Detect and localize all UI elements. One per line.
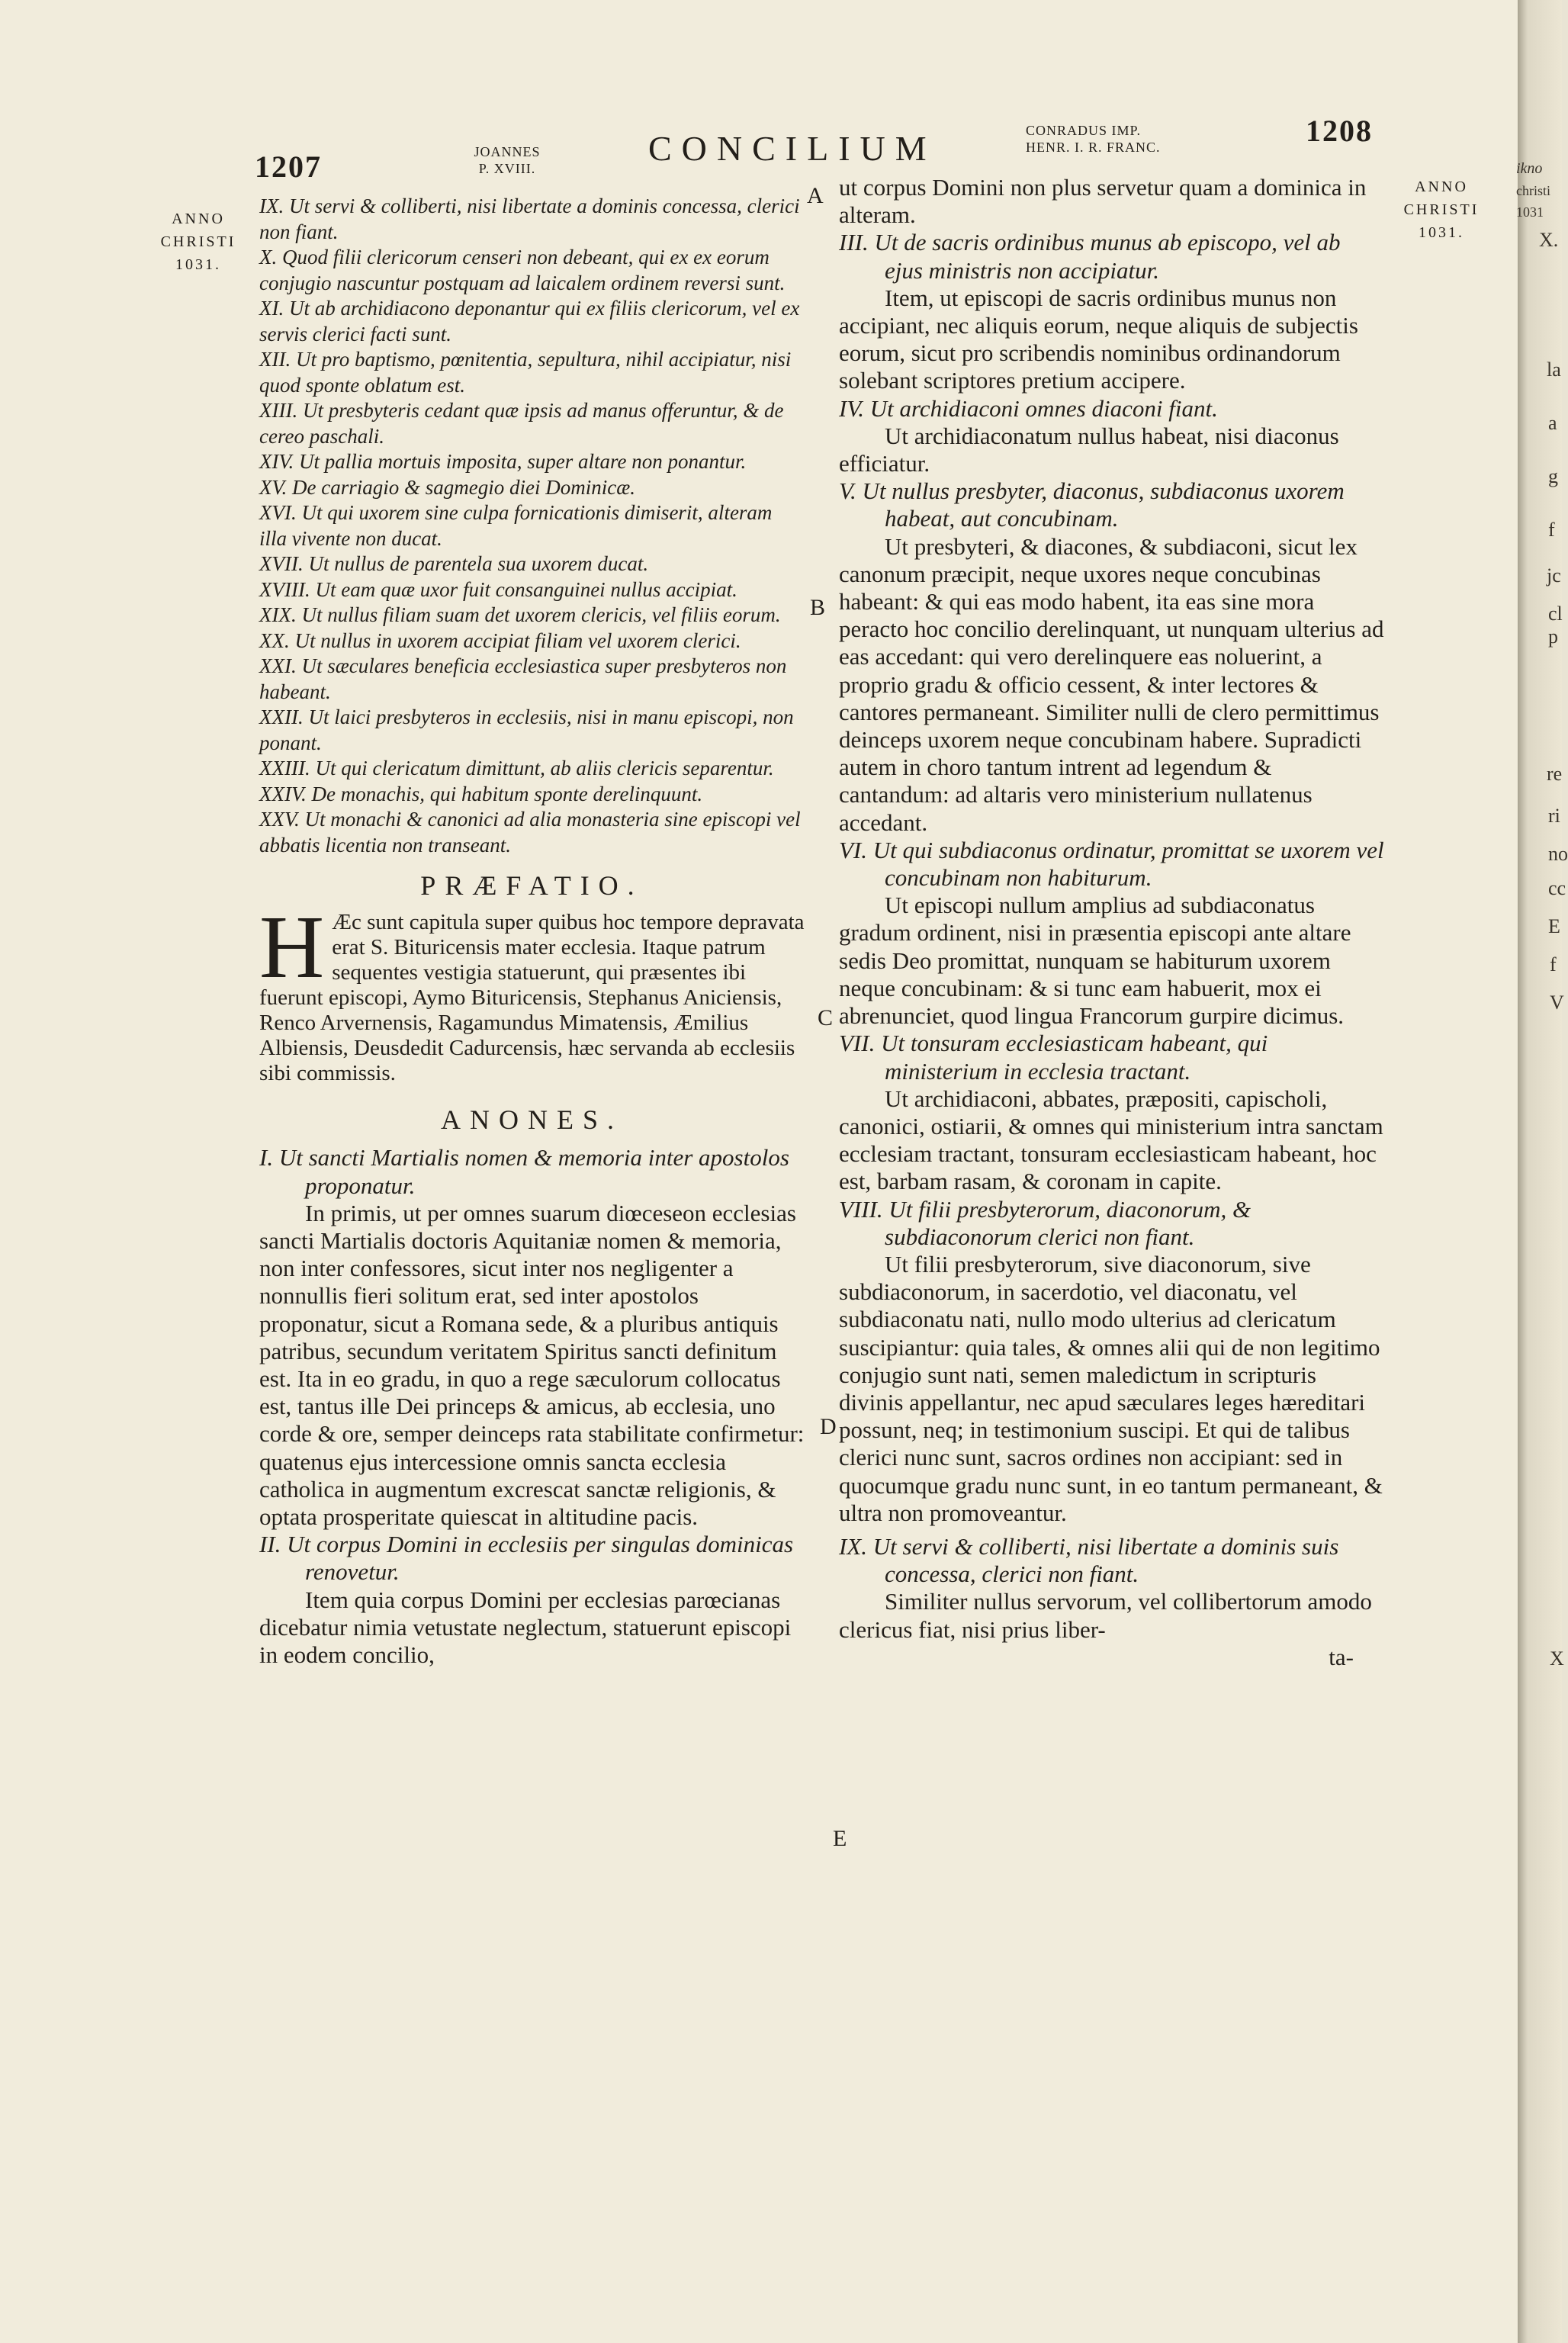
- canon-rubric: III. Ut de sacris ordinibus munus ab episcopo, vel ab ejus ministris non accipiatur.: [839, 229, 1341, 284]
- edge-fragment: cl: [1548, 603, 1563, 625]
- left-page-number: 1207: [255, 149, 322, 184]
- running-head-line: P. XVIII.: [478, 161, 536, 176]
- canon-rubric: IX. Ut servi & colliberti, nisi libertate a dominis suis concessa, clerici non fiant.: [839, 1532, 1339, 1588]
- capitulum: XIV. Ut pallia mortuis imposita, super altare non ponantur.: [259, 450, 747, 473]
- left-margin-year: [153, 207, 244, 276]
- canon-rubric: VI. Ut qui subdiaconus ordinatur, promittat se uxorem vel concubinam non habiturum.: [839, 836, 1384, 892]
- margin-line: CHRISTI: [160, 233, 236, 250]
- section-marker-d: D: [820, 1414, 837, 1439]
- canon-text: Item quia corpus Domini per ecclesias parœcianas dicebatur nimia vetustate neglectum, statuerunt episcopi in eodem concilio,: [259, 1586, 792, 1669]
- canon-text: Item, ut episcopi de sacris ordinibus munus non accipiant, nec aliquis eorum, neque aliquis de subjectis eorum, sicut pro scribendis nominibus ordinandorum solebant scriptores pretium accipere.: [839, 284, 1358, 394]
- right-page-number: 1208: [1306, 114, 1373, 148]
- praefatio-text: Æc sunt capitula super quibus hoc tempore depravata erat S. Bituricensis mater ecclesia. Itaque patrum sequentes vestigia statuerunt, qui præsentes ibi fuerunt episcopi, Aymo Bituricensis, Stephanus Aniciensis, Renco Arvernensis, Ragamundus Mimatensis, Æmilius Albiensis, Deusdedit Cadurcensis, hæc servanda ab ecclesiis sibi commissis.: [259, 910, 805, 1086]
- right-running-head: [1026, 122, 1232, 156]
- canon-rubric: VII. Ut tonsuram ecclesiasticam habeant, qui ministerium in ecclesia tractant.: [839, 1030, 1268, 1085]
- edge-fragment: ri: [1548, 805, 1560, 827]
- running-head-line: CONRADUS IMP.: [1026, 123, 1142, 138]
- next-page-edge: [1518, 0, 1562, 2343]
- margin-line: ANNO: [1415, 178, 1468, 195]
- canon-rubric: IV. Ut archidiaconi omnes diaconi fiant.: [839, 394, 1218, 422]
- margin-line: 1031.: [1419, 224, 1464, 241]
- capitulum: XVII. Ut nullus de parentela sua uxorem ducat.: [259, 552, 649, 575]
- edge-fragment: X: [1550, 1647, 1564, 1670]
- canon-text: ut corpus Domini non plus servetur quam a dominica in alteram.: [839, 174, 1367, 229]
- canones-heading: ANONES.: [440, 1104, 623, 1136]
- edge-fragment: g: [1548, 465, 1558, 487]
- capitulum: XI. Ut ab archidiacono deponantur qui ex filiis clericorum, vel ex servis clerici facti sunt.: [259, 297, 800, 346]
- canon-rubric: II. Ut corpus Domini in ecclesiis per singulas dominicas renovetur.: [259, 1531, 794, 1586]
- section-marker-c: C: [818, 1005, 834, 1030]
- left-running-head: [454, 143, 561, 177]
- page-title: CONCILIUM: [648, 129, 937, 168]
- edge-fragment: X.: [1539, 229, 1559, 251]
- edge-fragment: a: [1548, 412, 1557, 434]
- drop-cap: H: [259, 897, 325, 998]
- margin-line: ANNO: [172, 211, 225, 227]
- right-column: [839, 174, 1384, 1671]
- edge-fragment: re: [1547, 763, 1563, 785]
- capitulum: XII. Ut pro baptismo, pœnitentia, sepultura, nihil accipiatur, nisi quod sponte oblatum est.: [259, 348, 792, 397]
- canon-rubric: I. Ut sancti Martialis nomen & memoria inter apostolos proponatur.: [259, 1144, 789, 1199]
- section-marker-b: B: [810, 595, 826, 620]
- margin-line: CHRISTI: [1403, 201, 1480, 218]
- running-head-line: JOANNES: [474, 144, 541, 159]
- capitulum: XIX. Ut nullus filiam suam det uxorem clericis, vel filiis eorum.: [259, 603, 781, 626]
- capitulum: XIII. Ut presbyteris cedant quæ ipsis ad manus offeruntur, & de cereo paschali.: [259, 399, 784, 448]
- edge-fragment: la: [1547, 358, 1561, 381]
- section-marker-e: E: [833, 1826, 847, 1851]
- edge-fragment: cc: [1548, 877, 1566, 899]
- edge-fragment: f: [1548, 519, 1555, 541]
- canon-rubric: VIII. Ut filii presbyterorum, diaconorum, & subdiaconorum clerici non fiant.: [839, 1195, 1252, 1250]
- canon-text: Ut episcopi nullum amplius ad subdiaconatus gradum ordinent, nisi in præsentia episcopi ante altare sedis Deo promittat, nunquam se habiturum uxorem neque concubinam: & si tunc eam habuerit, mox ei abrenunciet, quod lingua Francorum gurpire dicimus.: [839, 892, 1351, 1030]
- edge-fragment: E: [1548, 915, 1560, 937]
- canon-text: In primis, ut per omnes suarum diœceseon ecclesias sancti Martialis doctoris Aquitaniæ nomen & memoria, non inter confessores, sicut inter nos negligenter a nonnullis fieri solitum erat, sed inter apostolos proponatur, sicut a Romana sede, & a pluribus antiquis patribus, secundum veritatem Spiritus sancti definitum est. Ita in eo gradu, in quo a rege sæculorum collocatus est, tantus ille Dei princeps & amicus, ab ecclesia, uno corde & ore, semper deinceps rata stabilitate confirmetur: quatenus ejus intercessione omnis sancta ecclesia catholica in augmentum excrescat sanctæ religionis, & optata prosperitate quiescat in altitudine pacis.: [259, 1199, 805, 1531]
- canon-text: Ut archidiaconatum nullus habeat, nisi diaconus efficiatur.: [839, 422, 1339, 477]
- capitulum: XXIV. De monachis, qui habitum sponte derelinquunt.: [259, 782, 703, 805]
- canon-text: Ut filii presbyterorum, sive diaconorum, sive subdiaconorum, in sacerdotio, vel diaconatu, vel subdiaconatu nati, nullo modo ulterius ad clericatum suscipiantur: quia tales, & omnes alii qui de non legitimo conjugio sunt nati, semen maledictum in scripturis divinis appellantur, nec apud sæculares leges hæreditari possunt, neq; in testimonium suscipi. Et qui de talibus clerici nunc sunt, sacros ordines non accipiant: sed in quocumque gradu nunc sunt, in eo tantum permaneant, & ultra non promoveantur.: [839, 1250, 1383, 1526]
- right-margin-year: [1396, 175, 1487, 244]
- capitulum: XXII. Ut laici presbyteros in ecclesiis, nisi in manu episcopi, non ponant.: [259, 705, 794, 754]
- capitulum: IX. Ut servi & colliberti, nisi libertate a dominis concessa, clerici non fiant.: [259, 194, 800, 243]
- edge-fragment: jc: [1547, 564, 1561, 587]
- edge-fragment: V: [1550, 992, 1564, 1014]
- praefatio-heading: PRÆFATIO.: [420, 870, 644, 901]
- capitulum: X. Quod filii clericorum censeri non debeant, qui ex ex eorum conjugio nascuntur postquam ad laicalem ordinem reversi sunt.: [259, 246, 786, 294]
- canon-rubric: V. Ut nullus presbyter, diaconus, subdiaconus uxorem habeat, aut concubinam.: [839, 477, 1345, 532]
- capitulum: XVIII. Ut eam quæ uxor fuit consanguinei nullus accipiat.: [259, 577, 737, 601]
- edge-fragment: no: [1548, 843, 1568, 865]
- section-marker-a: A: [807, 183, 824, 208]
- capitulum: XVI. Ut qui uxorem sine culpa fornicationis dimiserit, alteram illa vivente non ducat.: [259, 501, 773, 550]
- capitulum: XXIII. Ut qui clericatum dimittunt, ab aliis clericis separentur.: [259, 757, 774, 779]
- margin-line: 1031.: [175, 256, 221, 273]
- capitula-list: [259, 194, 805, 858]
- capitulum: XXI. Ut sæculares beneficia ecclesiastica super presbyteros non habeant.: [259, 654, 787, 703]
- capitulum: XXV. Ut monachi & canonici ad alia monasteria sine episcopi vel abbatis licentia non transeant.: [259, 808, 801, 857]
- edge-fragment: ikno: [1516, 160, 1543, 177]
- running-head-line: HENR. I. R. FRANC.: [1026, 140, 1161, 155]
- catchword: ta-: [1329, 1643, 1354, 1670]
- left-column: [259, 194, 805, 1669]
- edge-fragment: p: [1548, 625, 1558, 648]
- praefatio-paragraph: [259, 897, 805, 1086]
- edge-fragment: 1031: [1516, 204, 1544, 220]
- canon-text: Ut archidiaconi, abbates, præpositi, capischoli, canonici, ostiarii, & omnes qui ministerium intra sanctam ecclesiam tractant, tonsuram ecclesiasticam habeant, hoc est, barbam rasam, & coronam in capite.: [839, 1085, 1383, 1195]
- canon-text: Ut presbyteri, & diacones, & subdiaconi, sicut lex canonum præcipit, neque uxores neque concubinas habeant: & qui eas modo habent, ita eas sine mora peracto hoc concilio derelinquant, ut nunquam ulterius ad eas accedant: qui vero derelinquere eas noluerint, a proprio gradu & officio cessent, & inter lectores & cantores permaneant. Similiter nulli de clero permittimus deinceps uxorem neque concubinam habere. Supradicti autem in choro tantum intrent ad legendum & cantandum: ad altaris vero ministerium nullatenus accedant.: [839, 532, 1384, 836]
- edge-fragment: f: [1550, 953, 1557, 975]
- capitulum: XX. Ut nullus in uxorem accipiat filiam vel uxorem clerici.: [259, 628, 741, 652]
- canon-text: Similiter nullus servorum, vel collibertorum amodo clericus fiat, nisi prius liber-: [839, 1588, 1372, 1643]
- capitulum: XV. De carriagio & sagmegio diei Dominicæ.: [259, 475, 635, 499]
- edge-fragment: christi: [1516, 183, 1550, 198]
